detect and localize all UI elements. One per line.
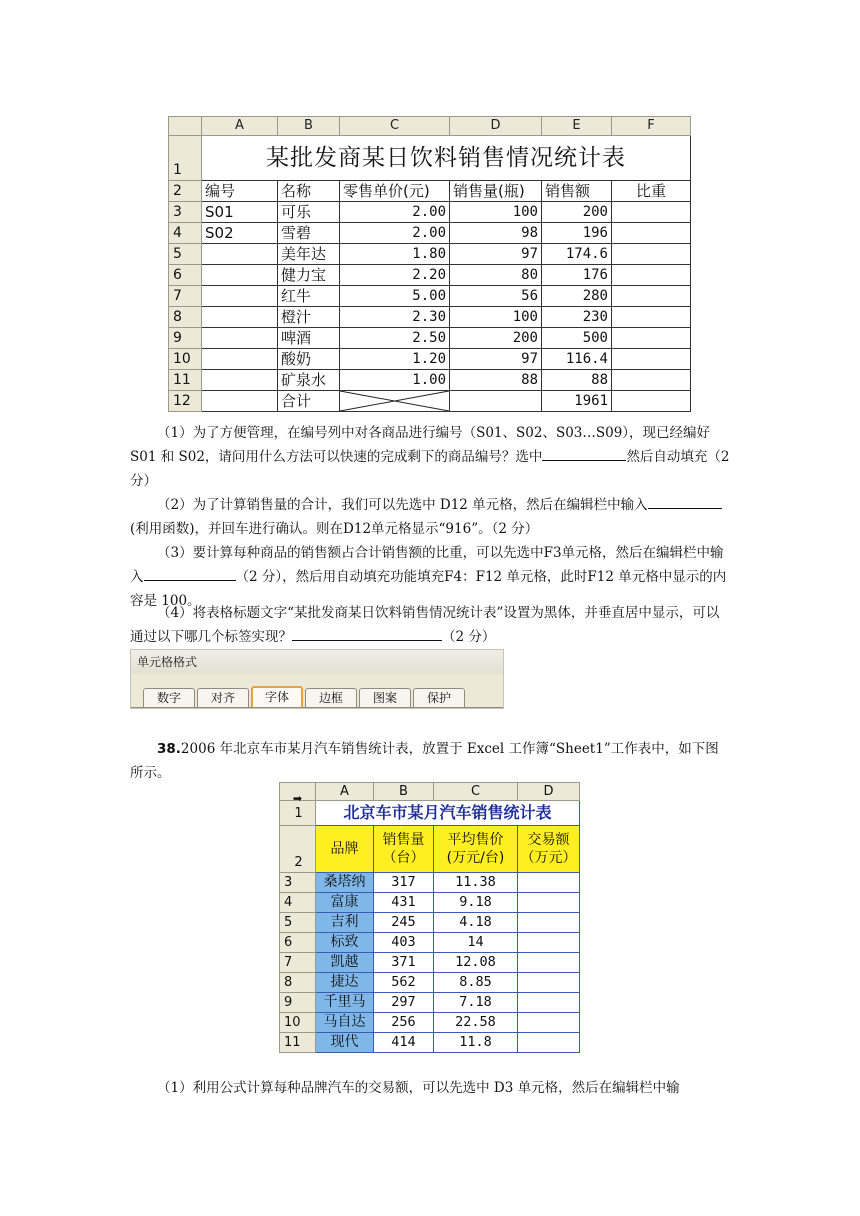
id-cell[interactable]	[202, 244, 278, 265]
col-header-b[interactable]: B	[374, 783, 434, 801]
brand-cell[interactable]: 吉利	[316, 913, 374, 933]
question-number: 38.	[157, 741, 181, 757]
row-header[interactable]: 1	[280, 801, 316, 826]
quantity-cell[interactable]: 97	[450, 349, 542, 370]
price-cell[interactable]: 2.00	[340, 202, 450, 223]
sales-cell[interactable]: 196	[542, 223, 612, 244]
quantity-cell[interactable]: 562	[374, 973, 434, 993]
header-cell[interactable]: 比重	[612, 181, 691, 202]
id-cell[interactable]	[202, 328, 278, 349]
price-cell[interactable]: 9.18	[434, 893, 518, 913]
answer-blank[interactable]	[292, 626, 442, 641]
ratio-cell[interactable]	[612, 286, 691, 307]
ratio-cell[interactable]	[612, 265, 691, 286]
quantity-cell[interactable]: 80	[450, 265, 542, 286]
table-row	[169, 265, 691, 286]
header-cell[interactable]: 销售量(瓶)	[450, 181, 542, 202]
amount-cell[interactable]	[518, 913, 580, 933]
quantity-cell[interactable]: 431	[374, 893, 434, 913]
total-label-cell[interactable]: 合计	[278, 391, 340, 412]
header-line: （万元）	[520, 850, 577, 866]
ratio-cell[interactable]	[612, 307, 691, 328]
row-header[interactable]: 1	[169, 136, 202, 181]
col-header-d[interactable]: D	[518, 783, 580, 801]
row-header[interactable]: 2	[280, 826, 316, 873]
tab-number[interactable]: 数字	[143, 688, 195, 707]
sales-cell[interactable]: 500	[542, 328, 612, 349]
amount-cell[interactable]	[518, 953, 580, 973]
question-2	[130, 493, 732, 541]
quantity-cell[interactable]: 371	[374, 953, 434, 973]
table-row	[280, 873, 580, 893]
price-cell[interactable]: 11.38	[434, 873, 518, 893]
col-header-e[interactable]: E	[542, 117, 612, 136]
question-2-tail: (利用函数)，并回车进行确认。则在D12单元格显示“916”。（2 分）	[130, 521, 539, 537]
sales-cell[interactable]: 280	[542, 286, 612, 307]
amount-cell[interactable]	[518, 973, 580, 993]
brand-cell[interactable]: 桑塔纳	[316, 873, 374, 893]
ratio-cell[interactable]	[612, 328, 691, 349]
row-header[interactable]: 3	[280, 873, 316, 893]
question-3-text: （3）要计算每种商品的销售额占合计销售额的比重，可以先选中F3单元格，然后在编辑栏中输入	[130, 545, 724, 585]
row-header[interactable]: 11	[169, 370, 202, 391]
quantity-cell[interactable]: 98	[450, 223, 542, 244]
header-cell[interactable]: 名称	[278, 181, 340, 202]
quantity-cell[interactable]: 97	[450, 244, 542, 265]
question-1-text: （1）为了方便管理，在编号列中对各商品进行编号（S01、S02、S03…S09），现已经编好 S01 和 S02，请问用什么方法可以快速的完成剩下的商品编号？选中	[130, 425, 711, 465]
price-cell[interactable]: 2.20	[340, 265, 450, 286]
price-cell[interactable]: 7.18	[434, 993, 518, 1013]
quantity-cell[interactable]: 317	[374, 873, 434, 893]
table-row	[169, 349, 691, 370]
question-4	[130, 601, 732, 649]
row-header[interactable]: 5	[169, 244, 202, 265]
brand-cell[interactable]: 现代	[316, 1033, 374, 1053]
table-row	[169, 286, 691, 307]
name-cell[interactable]: 酸奶	[278, 349, 340, 370]
name-cell[interactable]: 红牛	[278, 286, 340, 307]
ratio-cell[interactable]	[612, 202, 691, 223]
quantity-cell[interactable]: 200	[450, 328, 542, 349]
corner-cell[interactable]	[280, 783, 316, 805]
row-header[interactable]: 7	[280, 953, 316, 973]
price-cell[interactable]: 22.58	[434, 1013, 518, 1033]
id-cell[interactable]	[202, 349, 278, 370]
col-header-b[interactable]: B	[278, 117, 340, 136]
total-sales-cell[interactable]: 1961	[542, 391, 612, 412]
question-4-tail: （2 分）	[442, 629, 496, 645]
brand-cell[interactable]: 千里马	[316, 993, 374, 1013]
header-line: 平均售价	[447, 832, 504, 848]
col-header-f[interactable]: F	[612, 117, 691, 136]
table-row	[169, 328, 691, 349]
name-cell[interactable]: 橙汁	[278, 307, 340, 328]
row-header[interactable]: 10	[169, 349, 202, 370]
quantity-cell[interactable]: 414	[374, 1033, 434, 1053]
name-cell[interactable]: 矿泉水	[278, 370, 340, 391]
tab-alignment[interactable]: 对齐	[197, 688, 249, 707]
brand-cell[interactable]: 标致	[316, 933, 374, 953]
header-line: （台）	[382, 850, 425, 866]
amount-cell[interactable]	[518, 1013, 580, 1033]
price-cell[interactable]: 2.00	[340, 223, 450, 244]
table-row	[169, 307, 691, 328]
row-header[interactable]: 9	[280, 993, 316, 1013]
id-cell[interactable]	[202, 370, 278, 391]
sales-cell[interactable]: 174.6	[542, 244, 612, 265]
price-cell[interactable]: 11.8	[434, 1033, 518, 1053]
id-cell[interactable]	[202, 286, 278, 307]
question-2-text: （2）为了计算销售量的合计，我们可以先选中 D12 单元格，然后在编辑栏中输入	[157, 497, 648, 513]
amount-cell[interactable]	[518, 893, 580, 913]
row-header[interactable]: 11	[280, 1033, 316, 1053]
table-row	[280, 1033, 580, 1053]
row-header[interactable]: 2	[169, 181, 202, 202]
ratio-cell[interactable]	[612, 244, 691, 265]
brand-cell[interactable]: 凯越	[316, 953, 374, 973]
price-cell[interactable]: 1.00	[340, 370, 450, 391]
table-row	[169, 244, 691, 265]
row-header[interactable]: 10	[280, 1013, 316, 1033]
quantity-cell[interactable]: 297	[374, 993, 434, 1013]
dialog-title: 单元格格式	[131, 650, 503, 674]
price-cell[interactable]: 2.50	[340, 328, 450, 349]
ratio-cell[interactable]	[612, 223, 691, 244]
price-cell[interactable]: 12.08	[434, 953, 518, 973]
question-1	[130, 421, 732, 493]
col-header-a[interactable]: A	[316, 783, 374, 801]
question-38-1-text: （1）利用公式计算每种品牌汽车的交易额，可以先选中 D3 单元格，然后在编辑栏中输	[157, 1080, 680, 1096]
header-line: 交易额	[527, 832, 570, 848]
arrow-right-icon: ➡	[292, 792, 303, 805]
name-cell[interactable]: 雪碧	[278, 223, 340, 244]
table-row	[280, 1013, 580, 1033]
row-header[interactable]: 6	[169, 265, 202, 286]
row-header[interactable]: 5	[280, 913, 316, 933]
row-header[interactable]: 3	[169, 202, 202, 223]
amount-cell[interactable]	[518, 993, 580, 1013]
header-line: (万元/台)	[446, 850, 505, 866]
header-cell[interactable]: 销售额	[542, 181, 612, 202]
ratio-cell[interactable]	[612, 370, 691, 391]
price-cell[interactable]: 1.80	[340, 244, 450, 265]
header-cell[interactable]: 零售单价(元)	[340, 181, 450, 202]
quantity-cell[interactable]: 88	[450, 370, 542, 391]
table-row	[280, 973, 580, 993]
brand-cell[interactable]: 富康	[316, 893, 374, 913]
quantity-cell[interactable]: 256	[374, 1013, 434, 1033]
amount-cell[interactable]	[518, 1033, 580, 1053]
row-header[interactable]: 12	[169, 391, 202, 412]
quantity-cell[interactable]: 403	[374, 933, 434, 953]
amount-cell[interactable]	[518, 873, 580, 893]
table-cell[interactable]	[612, 391, 691, 412]
id-cell[interactable]	[202, 265, 278, 286]
row-header[interactable]: 7	[169, 286, 202, 307]
name-cell[interactable]: 可乐	[278, 202, 340, 223]
header-amount[interactable]	[518, 826, 580, 873]
col-header-d[interactable]: D	[450, 117, 542, 136]
table-cell[interactable]	[202, 391, 278, 412]
price-cell[interactable]: 4.18	[434, 913, 518, 933]
col-header-c[interactable]: C	[434, 783, 518, 801]
row-header[interactable]: 9	[169, 328, 202, 349]
table-row	[280, 993, 580, 1013]
row-header[interactable]: 6	[280, 933, 316, 953]
question-38-1	[130, 1076, 732, 1100]
answer-blank[interactable]	[542, 446, 626, 461]
header-avg-price[interactable]	[434, 826, 518, 873]
sales-cell[interactable]: 200	[542, 202, 612, 223]
table-title[interactable]: 某批发商某日饮料销售情况统计表	[202, 136, 691, 181]
header-cell[interactable]: 编号	[202, 181, 278, 202]
car-sales-table	[279, 782, 580, 1053]
table-row	[280, 913, 580, 933]
amount-cell[interactable]	[518, 933, 580, 953]
crossed-out-cell[interactable]	[340, 391, 450, 412]
price-cell[interactable]: 1.20	[340, 349, 450, 370]
cross-mark	[340, 391, 449, 411]
tab-pattern[interactable]: 图案	[359, 688, 411, 707]
table-row	[169, 202, 691, 223]
id-cell[interactable]	[202, 307, 278, 328]
header-line: 销售量	[382, 832, 425, 848]
brand-cell[interactable]: 马自达	[316, 1013, 374, 1033]
price-cell[interactable]: 14	[434, 933, 518, 953]
name-cell[interactable]: 美年达	[278, 244, 340, 265]
price-cell[interactable]: 5.00	[340, 286, 450, 307]
id-cell[interactable]: S01	[202, 202, 278, 223]
sales-cell[interactable]: 116.4	[542, 349, 612, 370]
tab-baseline	[131, 707, 503, 708]
brand-cell[interactable]: 捷达	[316, 973, 374, 993]
id-cell[interactable]: S02	[202, 223, 278, 244]
table-row	[280, 933, 580, 953]
sales-cell[interactable]: 176	[542, 265, 612, 286]
header-quantity[interactable]	[374, 826, 434, 873]
quantity-cell[interactable]: 56	[450, 286, 542, 307]
dialog-tabs	[143, 688, 465, 707]
row-header[interactable]: 8	[169, 307, 202, 328]
table-cell[interactable]	[450, 391, 542, 412]
header-brand[interactable]: 品牌	[316, 826, 374, 873]
answer-blank[interactable]	[144, 566, 236, 581]
quantity-cell[interactable]: 100	[450, 307, 542, 328]
question-38-text: 2006 年北京车市某月汽车销售统计表，放置于 Excel 工作簿“Sheet1”工作表中，如下图所示。	[130, 741, 719, 781]
row-header[interactable]: 8	[280, 973, 316, 993]
sales-table	[168, 116, 691, 412]
row-header[interactable]: 4	[169, 223, 202, 244]
name-cell[interactable]: 啤酒	[278, 328, 340, 349]
format-cells-dialog	[130, 649, 504, 709]
corner-cell[interactable]	[169, 117, 202, 136]
sales-cell[interactable]: 230	[542, 307, 612, 328]
quantity-cell[interactable]: 100	[450, 202, 542, 223]
price-cell[interactable]: 2.30	[340, 307, 450, 328]
tab-border[interactable]: 边框	[305, 688, 357, 707]
col-header-a[interactable]: A	[202, 117, 278, 136]
tab-font[interactable]: 字体	[251, 686, 303, 707]
quantity-cell[interactable]: 245	[374, 913, 434, 933]
sales-cell[interactable]: 88	[542, 370, 612, 391]
tab-protection[interactable]: 保护	[413, 688, 465, 707]
car-table-title[interactable]: 北京车市某月汽车销售统计表	[316, 801, 580, 826]
answer-blank[interactable]	[648, 494, 722, 509]
table-row	[169, 370, 691, 391]
table-row	[169, 223, 691, 244]
table-row	[280, 953, 580, 973]
question-1-tail: 然后自动填充（2 分）	[130, 449, 730, 489]
name-cell[interactable]: 健力宝	[278, 265, 340, 286]
question-3-tail: （2 分），然后用自动填充功能填充F4：F12 单元格，此时F12 单元格中显示的内容是 100。	[130, 569, 727, 609]
row-header[interactable]: 4	[280, 893, 316, 913]
price-cell[interactable]: 8.85	[434, 973, 518, 993]
table-row	[280, 893, 580, 913]
col-header-c[interactable]: C	[340, 117, 450, 136]
question-38	[130, 737, 732, 785]
ratio-cell[interactable]	[612, 349, 691, 370]
question-4-text: （4）将表格标题文字“某批发商某日饮料销售情况统计表”设置为黑体，并垂直居中显示，可以通过以下哪几个标签实现？	[130, 605, 720, 645]
